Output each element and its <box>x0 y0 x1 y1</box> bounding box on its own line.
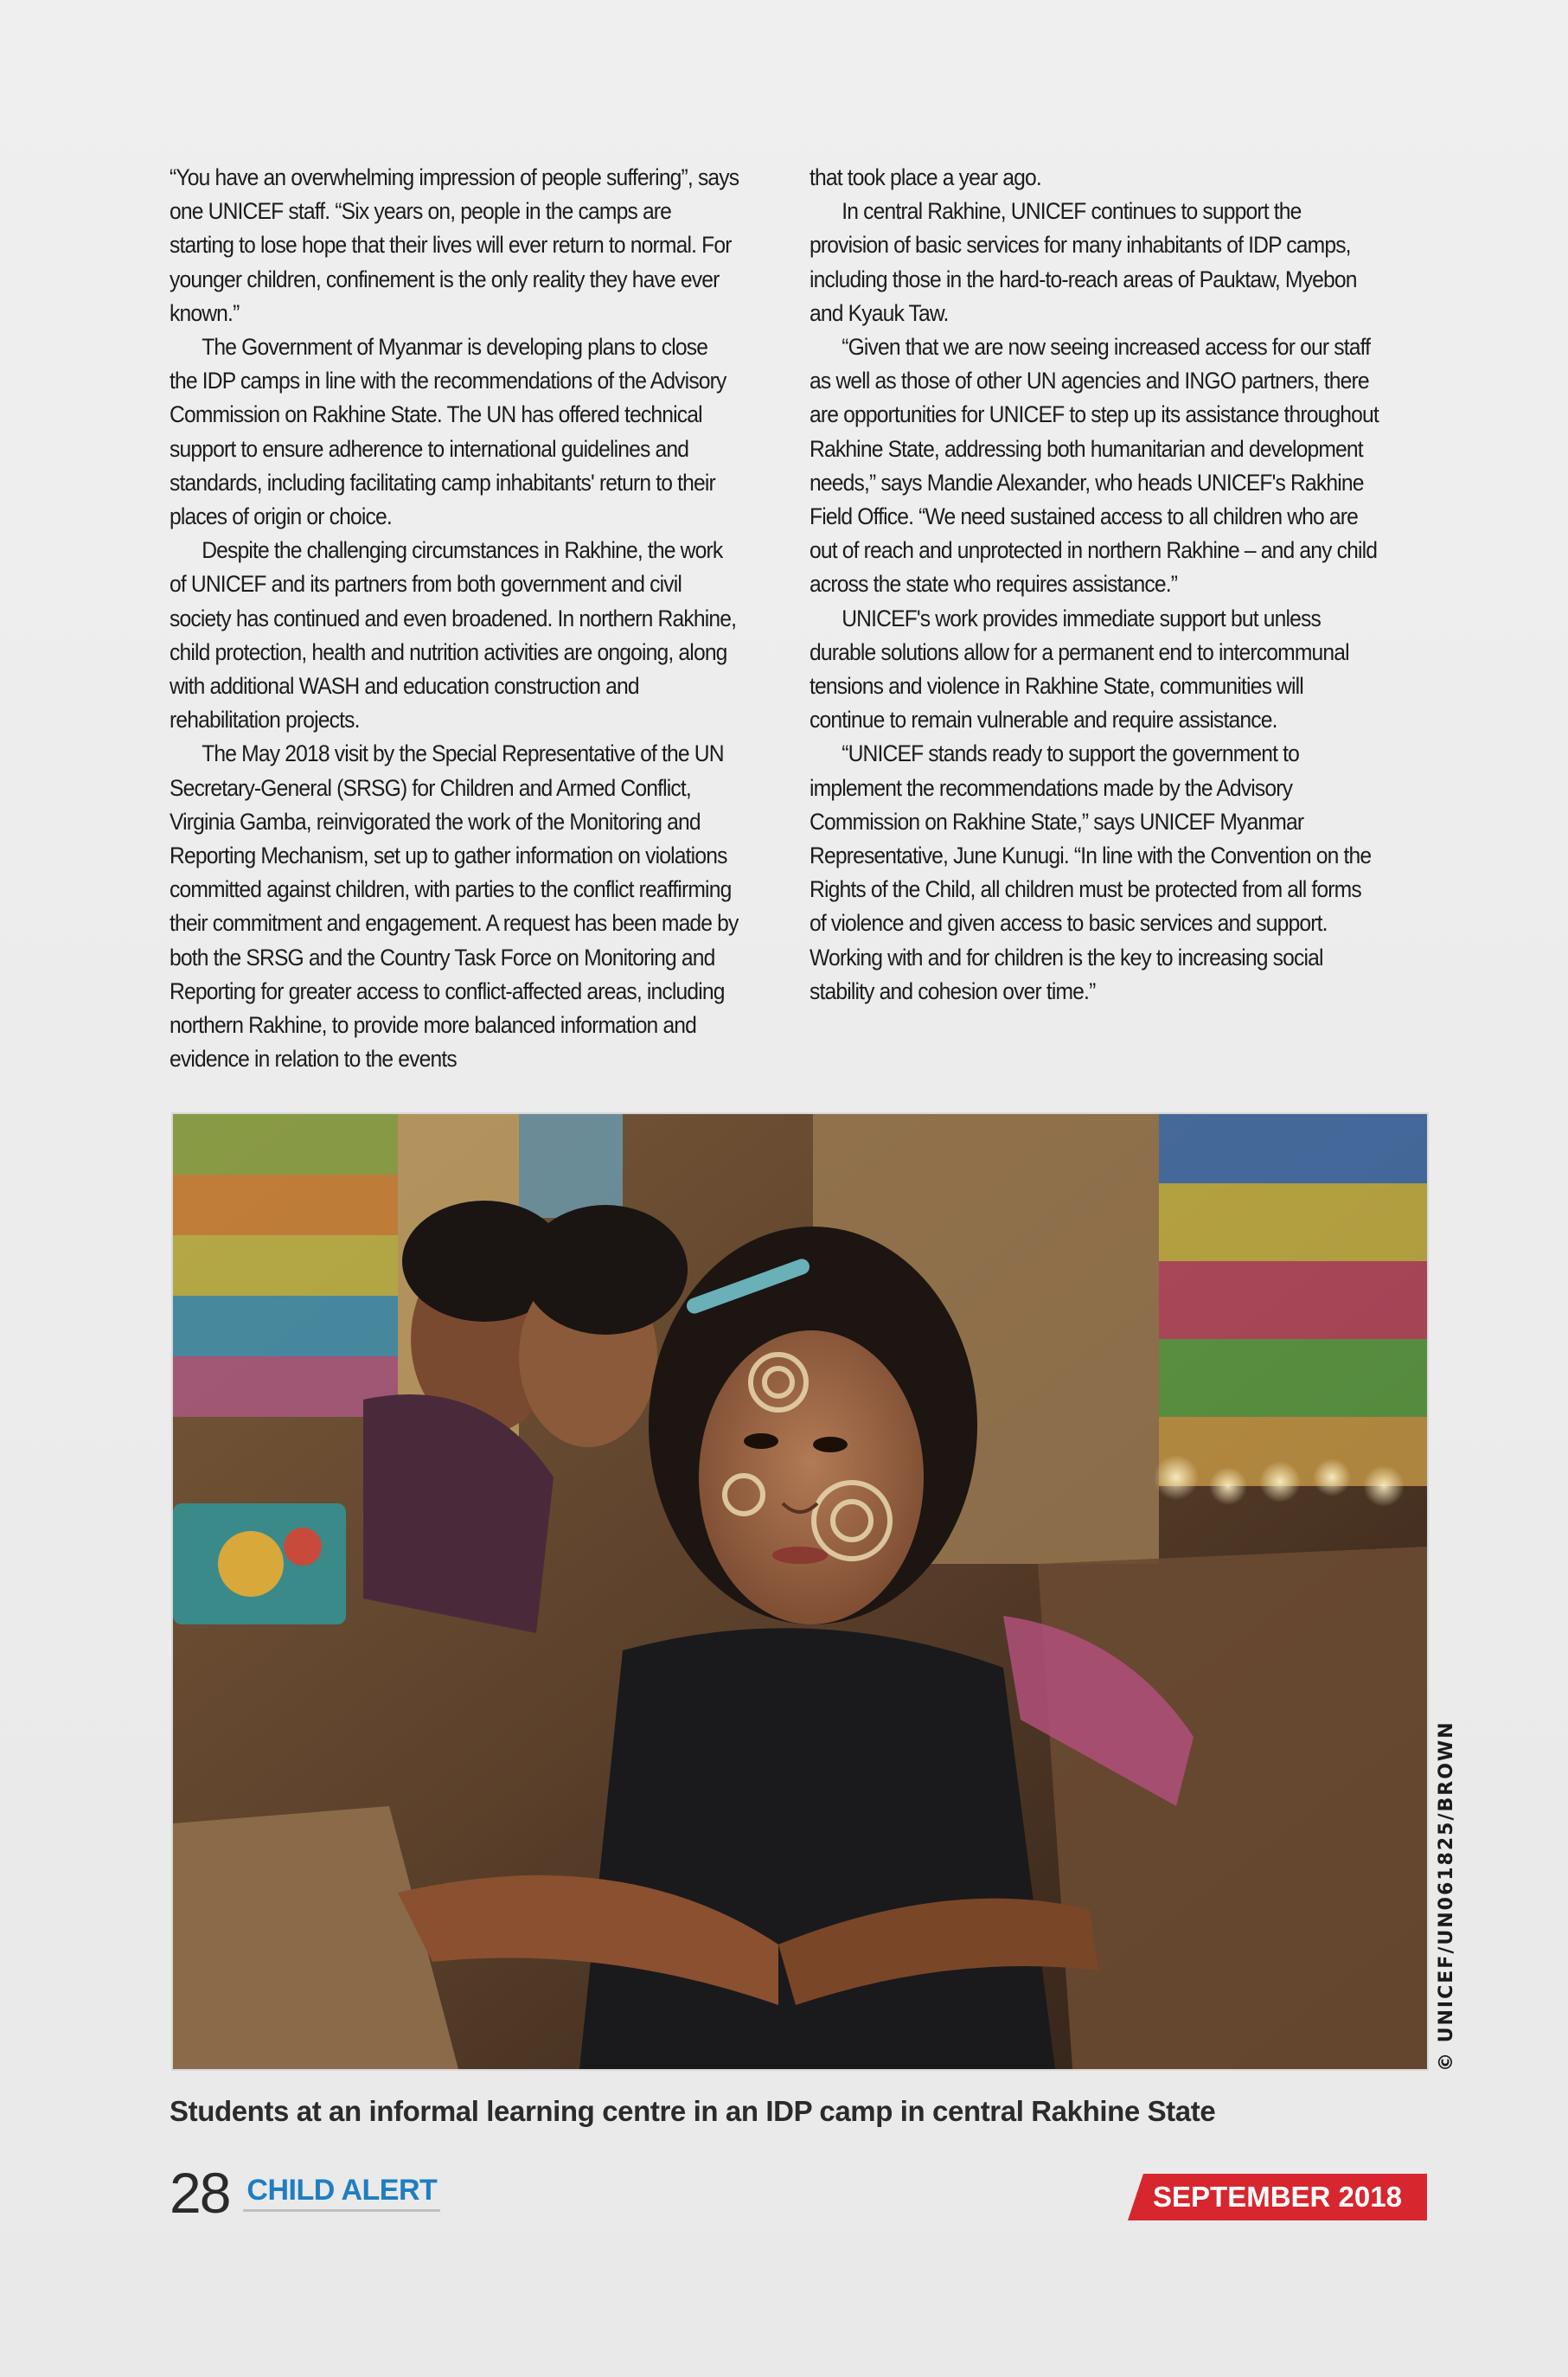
paragraph: Despite the challenging circumstances in Rakhine, the work of UNICEF and its partners from both government and civil society has continued and even broadened. In northern Rakhine, child protection, health and nutrition activities are ongoing, along with additional WASH and education construction and rehabilitation projects. <box>170 537 737 734</box>
photo-caption: Students at an informal learning centre in an IDP camp in central Rakhine State <box>170 2095 1216 2127</box>
paragraph: “Given that we are now seeing increased access for our staff as well as those of other UN agencies and INGO partners, there are opportunities for UNICEF to step up its assistance throughout Rakhine State, addressing both humanitarian and development needs,” says Mandie Alexander, who heads UNICEF's Rakhine Field Office. “We need sustained access to all children who are out of reach and unprotected in northern Rakhine – and any child across the state who requires assistance.” <box>810 334 1379 598</box>
paragraph: that took place a year ago. <box>810 164 1041 190</box>
paragraph: UNICEF's work provides immediate support but unless durable solutions allow for a permanent end to intercommunal tensions and violence in Rakhine State, communities will continue to remain vulnerable and require assistance. <box>810 605 1349 734</box>
classroom-photo <box>171 1112 1429 2071</box>
issue-date: SEPTEMBER 2018 <box>1153 2181 1402 2213</box>
page-footer-left <box>170 2162 440 2223</box>
article-body <box>170 161 1422 1086</box>
photo-credit: © UNICEF/UN061825/BROWN <box>1436 1720 1457 2072</box>
issue-date-badge <box>1128 2174 1427 2220</box>
photo-illustration <box>173 1114 1427 2069</box>
article-right-column <box>810 161 1379 1086</box>
publication-name: CHILD ALERT <box>243 2174 440 2212</box>
page-number: 28 <box>170 2161 230 2225</box>
article-left-column <box>170 161 739 1086</box>
paragraph: In central Rakhine, UNICEF continues to support the provision of basic services for many inhabitants of IDP camps, including those in the hard-to-reach areas of Pauktaw, Myebon and Kyauk Taw. <box>810 198 1357 326</box>
paragraph: The Government of Myanmar is developing plans to close the IDP camps in line with the recommendations of the Advisory Commission on Rakhine State. The UN has offered technical support to ensure adherence to international guidelines and standards, including facilitating camp inhabitants' return to their places of origin or choice. <box>170 334 726 530</box>
paragraph: “UNICEF stands ready to support the government to implement the recommendations made by the Advisory Commission on Rakhine State,” says UNICEF Myanmar Representative, June Kunugi. “In line with the Convention on the Rights of the Child, all children must be protected from all forms of violence and given access to basic services and support. Working with and for children is the key to increasing social stability and cohesion over time.” <box>810 740 1372 1004</box>
paragraph: The May 2018 visit by the Special Representative of the UN Secretary-General (SRSG) for Children and Armed Conflict, Virginia Gamba, reinvigorated the work of the Monitoring and Reporting Mechanism, set up to gather information on violations committed against children, with parties to the conflict reaffirming their commitment and engagement. A request has been made by both the SRSG and the Country Task Force on Monitoring and Reporting for greater access to conflict-affected areas, including northern Rakhine, to provide more balanced information and evidence in relation to the events <box>170 740 739 1073</box>
paragraph: “You have an overwhelming impression of people suffering”, says one UNICEF staff. “Six years on, people in the camps are starting to lose hope that their lives will ever return to normal. For younger children, confinement is the only reality they have ever known.” <box>170 164 739 326</box>
